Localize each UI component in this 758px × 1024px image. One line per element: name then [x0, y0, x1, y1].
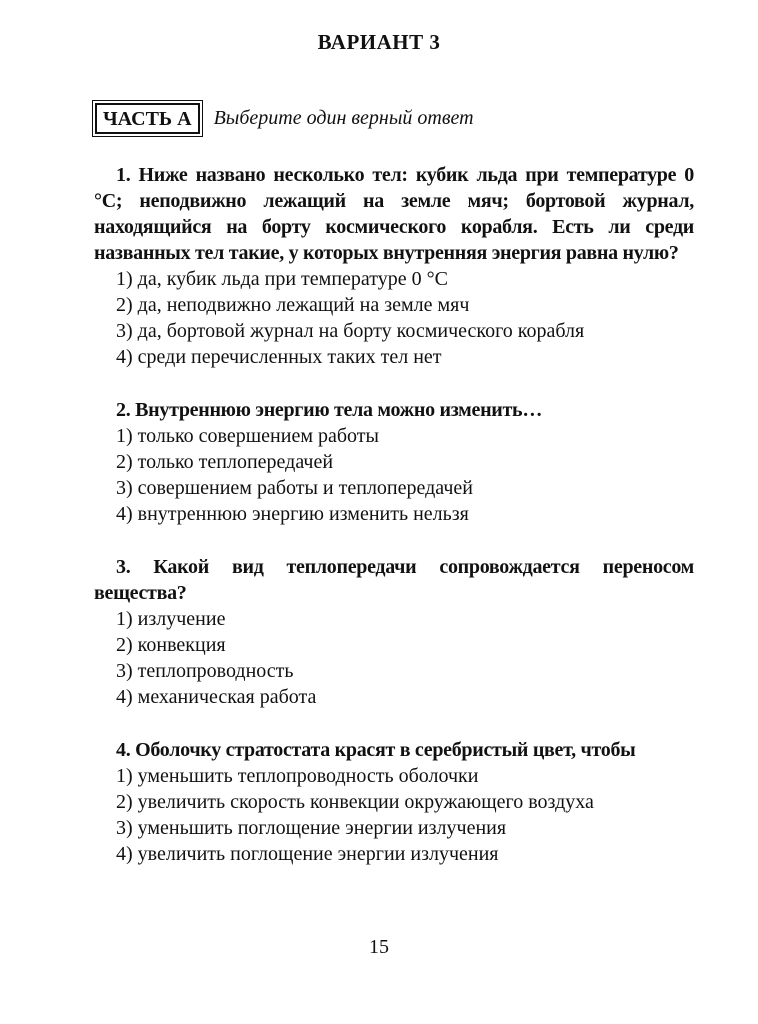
answer-option: 4) среди перечисленных таких тел нет	[116, 346, 442, 368]
answer-option: 3) теплопроводность	[116, 660, 294, 682]
answer-option: 1) излучение	[116, 608, 226, 630]
question-1	[94, 162, 694, 370]
answer-option: 3) уменьшить поглощение энергии излучения	[116, 817, 507, 839]
answer-option: 4) внутреннюю энергию изменить нельзя	[116, 503, 469, 525]
answer-option: 3) да, бортовой журнал на борту космического корабля	[116, 320, 585, 342]
answer-option: 2) конвекция	[116, 634, 226, 656]
answer-option: 2) да, неподвижно лежащий на земле мяч	[116, 294, 470, 316]
page-title: ВАРИАНТ 3	[317, 30, 441, 54]
part-label: ЧАСТЬ А	[95, 103, 200, 134]
page-number: 15	[369, 936, 389, 958]
answer-option: 1) только совершением работы	[116, 425, 379, 447]
answer-option: 2) увеличить скорость конвекции окружающего воздуха	[116, 791, 594, 813]
question-text: 4. Оболочку стратостата красят в серебристый цвет, чтобы	[116, 739, 636, 761]
answer-option: 3) совершением работы и теплопередачей	[116, 477, 474, 499]
answer-option: 4) механическая работа	[116, 686, 317, 708]
answer-option: 4) увеличить поглощение энергии излучения	[116, 843, 499, 865]
question-4	[94, 737, 694, 867]
question-text: 2. Внутреннюю энергию тела можно изменить…	[116, 399, 543, 421]
part-instruction: Выберите один верный ответ	[213, 107, 474, 129]
answer-option: 1) уменьшить теплопроводность оболочки	[116, 765, 479, 787]
question-3	[94, 554, 694, 710]
question-text: 3. Какой вид теплопередачи сопровождается переносом вещества?	[94, 556, 694, 604]
question-list	[94, 162, 694, 894]
answer-option: 1) да, кубик льда при температуре 0 °C	[116, 268, 448, 290]
answer-option: 2) только теплопередачей	[116, 451, 334, 473]
question-text: 1. Ниже названо несколько тел: кубик льда при температуре 0 °C; неподвижно лежащий на земле мяч; бортовой журнал, находящийся на борту космического корабля. Есть ли среди названных тел такие, у которых внутренняя энергия равна нулю?	[94, 164, 694, 264]
question-2	[94, 397, 694, 527]
part-header	[92, 103, 474, 134]
